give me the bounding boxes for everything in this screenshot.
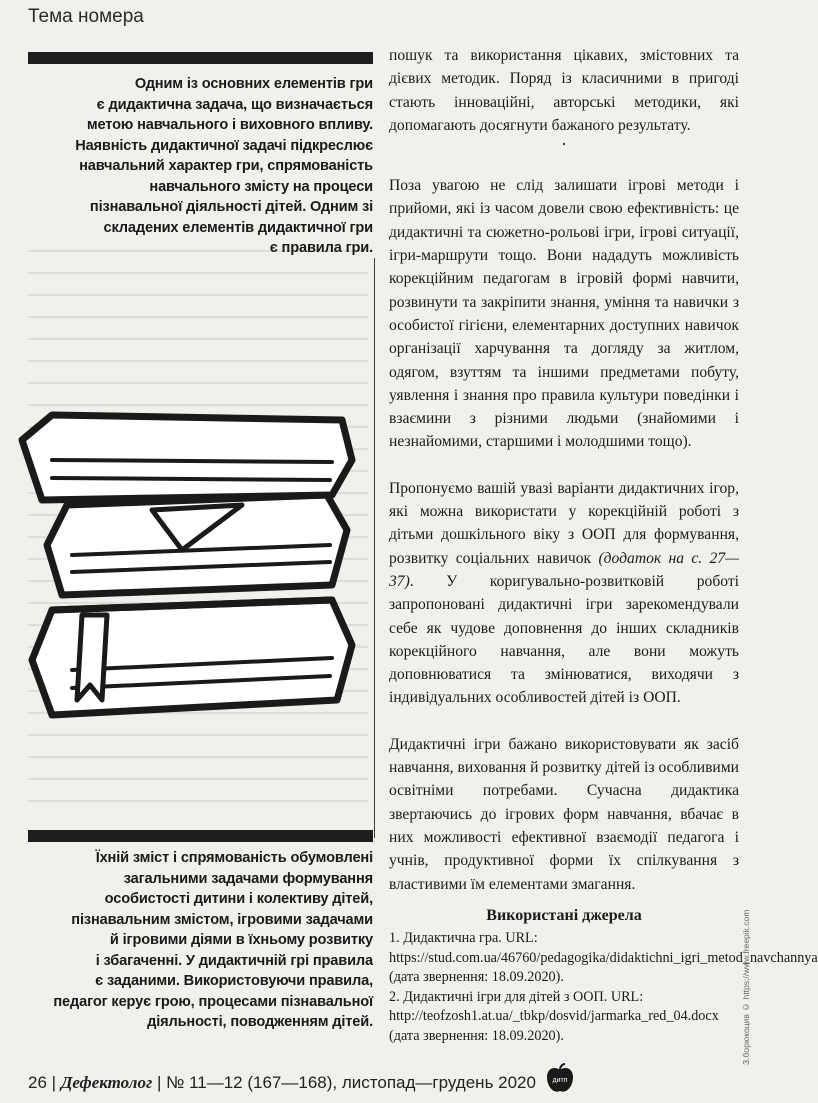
source-item: 2. Дидактичні ігри для дітей з ООП. URL: http://teofzosh1.at.ua/_tbkp/dosvid/jarmarka_red_04.docx (дата звернення: 18.09.2020).: [389, 988, 719, 1044]
callout-line: Їхній зміст і спрямованість обумовлені: [95, 850, 373, 866]
page-number: 26: [28, 1073, 47, 1092]
callout-top: [28, 74, 373, 259]
callout-line: метою навчального і виховного впливу.: [86, 117, 373, 133]
publisher-logo-text: дитп: [552, 1077, 568, 1084]
paragraph-text: Пропонуємо вашій увазі варіанти дидактичних ігор, які можна використати у корекційній роботі з дітьми дошкільного віку з ООП для формування, розвитку соціальних навичок: [389, 479, 739, 567]
callout-line: є правила гри.: [269, 240, 373, 256]
callout-line: і збагаченні. У дидактичній грі правила: [95, 952, 373, 969]
callout-line: педагог керує грою, процесами пізнавальної: [53, 993, 373, 1010]
callout-line: є заданими. Використовуючи правила,: [95, 973, 373, 989]
callout-line: навчального змісту на процеси: [149, 178, 373, 195]
magazine-name: Дефектолог: [60, 1073, 153, 1092]
paragraph: [389, 477, 739, 710]
callout-line: діяльності, поводженням дітей.: [147, 1014, 373, 1030]
callout-line: загальними задачами формування: [123, 870, 373, 887]
paragraph: Дидактичні ігри бажано використовувати як засіб навчання, виховання й розвитку дітей із особливими освітніми потребами. Сучасна дидактика звертаючись до ігрових форм навчання, вбачає в них можливості ефективної взаємодії педагога і учнів, продуктивної форми їх спілкування з властивими їм елементами змагання.: [389, 735, 739, 893]
bottom-divider-bar: [28, 830, 373, 842]
footer-separator: |: [51, 1073, 57, 1092]
callout-bottom: [28, 848, 373, 1033]
image-credit: З.борюкоцив © https://www.freepik.com: [741, 909, 751, 1065]
source-item: 1. Дидактична гра. URL: https://stud.com.ua/46760/pedagogika/didaktichni_igri_metod_navchannya (дата звернення: 18.09.2020).: [389, 930, 818, 986]
top-divider-bar: [28, 52, 373, 64]
callout-line: навчальний характер гри, спрямованість: [79, 158, 373, 174]
page-footer: [28, 1073, 536, 1093]
callout-line: складених елементів дидактичної гри: [103, 219, 373, 236]
column-rule: [374, 258, 375, 838]
callout-line: Наявність дидактичної задачі підкреслює: [75, 137, 373, 154]
footer-separator: |: [156, 1073, 162, 1092]
appendix-reference: (додаток на с. 27—37): [389, 549, 739, 590]
paragraph-text: . У коригувально-розвитковій роботі запропоновані дидактичні ігри зарекомендували себе як чудове доповнення до інших складників корекційного навчання, але вони можуть доповнюватися та змінюватися, виходячи з індивідуальних особливостей дітей із ООП.: [389, 572, 739, 707]
callout-line: Одним із основних елементів гри: [134, 76, 373, 92]
paragraph: Поза увагою не слід залишати ігрові методи і прийоми, які із часом довели свою ефективність: це дидактичні та сюжетно-рольові ігри, ігрові ситуації, ігри-маршрути тощо. Вони нададуть можливість корекційним педагогам в ігровій формі навчити, розвинути та закріпити знання, уміння та навички з особистої гігієни, елементарних доступних навичок організації харчування та догляду за житлом, одягом, взуттям та іншими предметами побуту, уявлення і знання про правила культури поведінки і взаємини з різними людьми (знайомими і незнайомими, старшими і молодшими тощо).: [389, 177, 739, 451]
callout-line: пізнавальної діяльності дітей. Одним зі: [89, 199, 373, 215]
callout-line: й ігровими діями в їхньому розвитку: [109, 932, 373, 948]
section-title: Тема номера: [28, 6, 144, 27]
callout-line: є дидактична задача, що визначається: [96, 96, 373, 113]
sources-heading: Використані джерела: [486, 906, 642, 924]
separator-dot: ·: [561, 134, 567, 155]
issue-info: № 11—12 (167—168), листопад—грудень 2020: [166, 1073, 536, 1092]
books-illustration: [12, 400, 372, 730]
paragraph: пошук та використання цікавих, змістовних та дієвих методик. Поряд із класичними в пригоді стають інноваційні, авторські методики, які допомагають досягнути бажаного результату.: [389, 47, 739, 134]
callout-line: пізнавальним змістом, ігровими задачами: [71, 911, 373, 928]
callout-line: особистості дитини і колективу дітей,: [104, 891, 373, 907]
publisher-logo-icon: [545, 1063, 575, 1095]
